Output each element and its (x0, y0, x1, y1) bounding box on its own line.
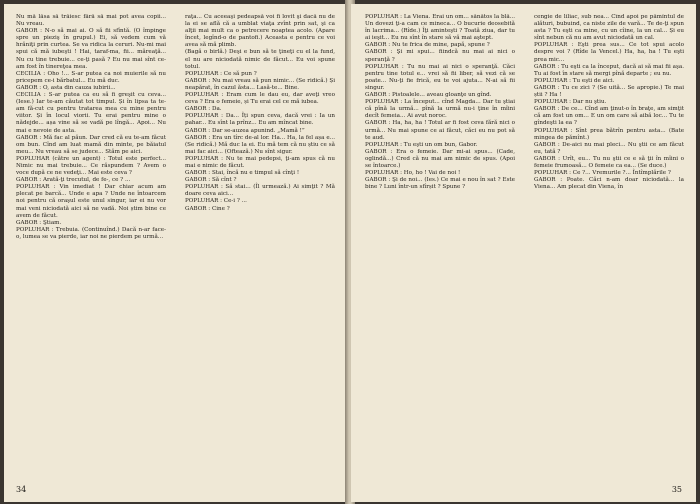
dialogue-paragraph: GABOR : Şi mi spui... fiindcă nu mai ai nici o speranţă ? (365, 49, 515, 63)
dialogue-paragraph: POPLUHAR : Ce ?... Vremurile ?... Întîmplările ? (534, 170, 671, 177)
dialogue-paragraph: GABOR : Stai, încă nu e timpul să cînţi ! (185, 170, 300, 177)
dialogue-paragraph: GABOR : O, asta din cauza iubirii... (16, 84, 116, 91)
dialogue-paragraph: GABOR : Să cînt ? (185, 177, 237, 184)
dialogue-paragraph: GABOR : Tu eşti ca la început, dacă ai să mai fii aşa. Tu ai fost în stare să mergi pînă departe ; eu nu. (534, 63, 684, 77)
dialogue-paragraph: GABOR : Ştiam. (16, 219, 62, 226)
dialogue-paragraph: (Bagă o birlă.) Deşi e bun să te ţineţi cu el la fund, el nu are niciodată nimic de făcut... Eu voi spune totul. (185, 49, 335, 70)
dialogue-paragraph: POPLUHAR : Tu eşti un om bun, Gabor. (365, 141, 478, 148)
right-page (351, 4, 696, 502)
dialogue-paragraph: GABOR : Mă fac al păun. Dar cred că eu te-am făcut om bun. Cînd am luat mamă din minte, pe băiatul meu... Nu vreau să se judece... Stăm pe aici. (16, 134, 166, 155)
dialogue-paragraph: POPLUHAR : Vin imediat ! Dar chiar acum am plecat pe barcă... Unde e apa ? Unde ne întoarcem noi pentru că oraşul este unul singur, iar ei nu vor mai veni niciodată aici să ne vadă. Noi știm bine ce avem de făcut. (16, 184, 166, 219)
dialogue-paragraph: POPLUHAR (către un agent) : Totul este perfect... Nimic nu mai trebuie... Ce răspundem ? Avem o voce după ce ne vedeţi... Mai este ceva ? (16, 155, 166, 177)
dialogue-paragraph: raţa... Cu aceeaşi pedeapsă voi fi lovit şi dacă nu de la ei se află că a umblat viaţa zvînt prin sat, şi ca alţii mai mult ca o petrecere noaptea acolo. (Apare încet, legînd-o de pantofi.) Aceasta e pentru ce voi avea să mă plimb. (185, 14, 335, 49)
dialogue-paragraph: POPLUHAR : Eşti prea sus... Ce tot spui acolo despre voi ? (Rîde la Vencel.) Ha, ha, ha ! Tu eşti prea mic... (534, 42, 684, 63)
dialogue-paragraph: GABOR : Pistoalele... aveau gloanţe un gînd. (365, 92, 492, 99)
dialogue-paragraph: CECILIA : S-ar putea ca eu să fi greşit cu ceva... (Iese.) Iar te-am căutat tot timpul. Și în lipsa ta te-am fă-cut cu pentru tratarea mea cu mine pentru viitor. Și în locul viorii. Tu erai pentru mine o nădejde... așa vine să se vadă pe lîngă... Apoi... Nu mai e nevoie de asta. (16, 92, 166, 134)
dialogue-paragraph: GABOR : Nu mai vreau să pun nimic... (Se ridică.) Și neapărat, în cazul ăsta... Lasă-te... Bine. (185, 77, 335, 91)
dialogue-paragraph: POPLUHAR : Tu nu mai ai nici o speranţă. Căci pentru tine totul e... vrei să fii liber, să vezi că se poate... Nu-ţi fie frică, eu te voi ajuta... N-ai să fii singur. (365, 63, 515, 91)
dialogue-paragraph: GABOR : Urît, eu... Tu nu ştii ce e să ţii în mîini o femeie frumoasă... O femeie ca ea... (Se duce.) (534, 155, 684, 169)
left-page-column-1 (16, 14, 166, 469)
dialogue-paragraph: GABOR : Cine ? (185, 205, 230, 212)
dialogue-paragraph: POPLUHAR : Nu te mai pedepsi, ţi-am spus că nu mai e nimic de făcut. (185, 155, 335, 169)
dialogue-paragraph: GABOR : N-o să mai ai. O să fii sfîntă. (O împinge spre un pieziş în grupul.) Ei, să vedem cum vă hrăniţi prin curtea. Se va ridica la ceruri. Nu-mi mai spui că mă iubeşti ! Hai, taraf-ma, fii... măreaţă... Nu cu tine trebuie... ce-ţi pasă ? Eu nu mai sînt ce-am fost în tinereţea mea. (16, 28, 166, 70)
left-page-column-2 (185, 14, 335, 469)
dialogue-paragraph: GABOR : Nu te frica de mine, papă, spune ? (365, 42, 490, 49)
dialogue-paragraph: POPLUHAR : Trebuia. (Continuînd.) Dacă n-ar face-o, lumea se va pierde, iar noi ne pierdem pe urmă... (16, 226, 166, 240)
left-page (4, 4, 350, 502)
page-number-right: 35 (671, 485, 682, 494)
dialogue-paragraph: POPLUHAR : Ce să pun ? (185, 70, 257, 77)
dialogue-paragraph: GABOR : Da. (185, 106, 222, 113)
dialogue-paragraph: cengie de liliac, sub nea... Cînd apoi pe pămîntul de alături, bubuind, ca niste zile de vară... Te de-ţi spun asta ? Tu eşti ca mine, cu un cîine, la un cal... Și eu sînt nebun că nu am avut niciodată un cal. (534, 14, 684, 42)
dialogue-paragraph: POPLUHAR : La Viena. Erai un om... sănătos la blă... Un dovezi ţi-a cam ce mineca... O bucurie deosebită în lacrima... (Rîde.) Îţi aminteşti ? Toată ziua, dar tu ai ieşit... Eu nu sînt în stare să vă mai aştept. (365, 14, 515, 42)
dialogue-paragraph: GABOR : Era o femeie. Dar mi-ai spus... (Cade, oglindă...) Cred că nu mai am nimic de spus. (Apoi se întoarce.) (365, 148, 515, 169)
dialogue-paragraph: POPLUHAR : Ce-i ? ... (185, 198, 247, 205)
dialogue-paragraph: GABOR : Tu ce zici ? (Se uită... Se apropie.) Te mai știi ? Ha ! (534, 84, 684, 99)
dialogue-paragraph: CECILIA : Oho !... S-ar putea ca noi muierile să nu pricepem ce-i bărbatul... Eu mă duc. (16, 70, 166, 84)
dialogue-paragraph: GABOR : De-aici nu mai pleci... Nu ştii ce am făcut eu, tată ? (534, 141, 684, 155)
dialogue-paragraph: POPLUHAR : Să stai... (Îl urmează.) Ai simţit ? Mă doare ceva aici... (185, 184, 335, 198)
dialogue-paragraph: POPLUHAR : Dar nu ştiu. (534, 99, 607, 106)
dialogue-paragraph: GABOR : Era un tîrc de-al lor. Ha... Ha, la fel așa e... (Se ridică.) Mă duc la ei. Eu mă tem că nu știu ce să mai fac aici... (Oftează.) Nu sînt sigur. (185, 134, 335, 155)
dialogue-paragraph: POPLUHAR : Eram cum le dau eu, dar aveţi vreo ceva ? Era o femeie, și Tu erai cel ce mă iubea. (185, 92, 335, 106)
dialogue-paragraph: GABOR : Poate. Căci n-am doar niciodată... la Viena... Am plecat din Viena, în (534, 177, 684, 191)
dialogue-paragraph: GABOR : Dar se-auzea apunind. „Mamă !” (185, 127, 305, 134)
right-page-column-2 (534, 14, 684, 469)
dialogue-paragraph: GABOR : De ce... Cînd am ţinut-o în braţe, am simţit că am fost un om... E un om care să aibă loc... Tu te gîndeşti la ea ? (534, 106, 684, 127)
right-page-column-1 (365, 14, 515, 469)
dialogue-paragraph: GABOR : Arată-ţi trecutul, de fe-, ce ? ... (16, 177, 131, 184)
dialogue-paragraph: GABOR : Şi de noi... (Ies.) Ce mai e nou în sat ? Este bine ? Luni într-un sfîrșit ? Spune ? (365, 177, 515, 191)
dialogue-paragraph: POPLUHAR : Ho, ho ! Vai de noi ! (365, 170, 461, 177)
dialogue-paragraph: POPLUHAR : Sînt prea bătrîn pentru asta... (Bate mingea de pămînt.) (534, 127, 684, 141)
dialogue-paragraph: POPLUHAR : Da... Îți spun ceva, dacă vrei : Ia un pahar... Eu sînt la prînz... Eu am mîncat bine. (185, 113, 335, 127)
dialogue-paragraph: POPLUHAR : La început... cînd Magda... Dar tu ştiai că pînă la urmă... pînă la urmă nu-i ţine în mîini decît femeia... Ai avut noroc. (365, 99, 515, 120)
dialogue-paragraph: Nu mă lăsa să trăiesc fără să mai pot avea copii... Nu vreau. (16, 14, 166, 28)
page-number-left: 34 (16, 485, 27, 494)
dialogue-paragraph: POPLUHAR : Tu eşti de aici. (534, 77, 615, 84)
dialogue-paragraph: GABOR : Ha, ha, ha ! Totul ar fi fost ceva fără nici o urmă... Nu mai spune ce ai făcut, căci eu nu pot să te aud. (365, 120, 515, 141)
